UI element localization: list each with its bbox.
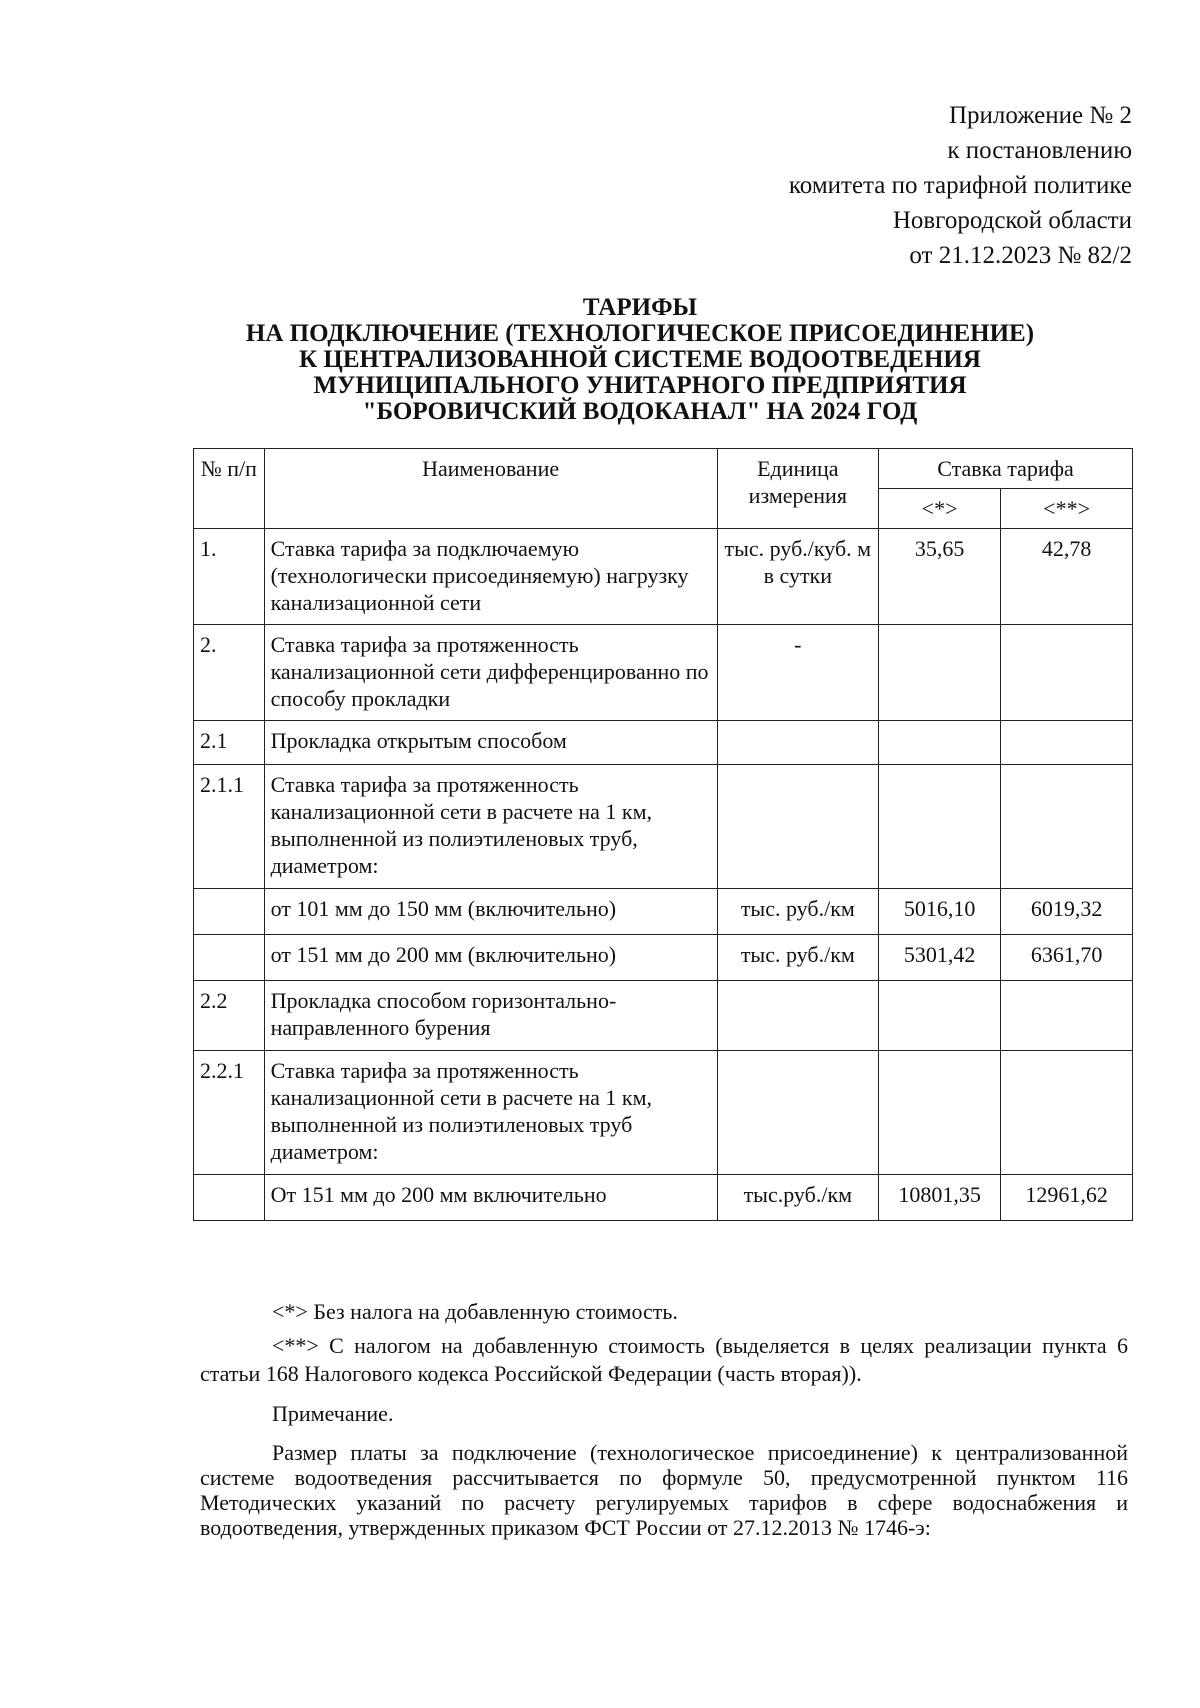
row-num: 2.2.1: [194, 1051, 265, 1175]
row-num: 2.2: [194, 981, 265, 1051]
row-rate-no-vat: 35,65: [879, 529, 1001, 625]
appendix-block: [789, 98, 1132, 273]
header-rate: Ставка тарифа: [879, 449, 1133, 489]
appendix-line-1: Приложение № 2: [948, 102, 1132, 129]
row-num: [194, 889, 265, 935]
header-num: № п/п: [194, 449, 265, 529]
row-num: 2.1.1: [194, 765, 265, 889]
row-num: 2.1: [194, 721, 265, 765]
header-rate-with-vat: <**>: [1001, 489, 1133, 529]
appendix-line-5: от 21.12.2023 № 82/2: [909, 242, 1132, 269]
row-rate-no-vat: 5016,10: [879, 889, 1001, 935]
row-unit: тыс. руб./км: [717, 889, 878, 935]
row-unit: [717, 1051, 878, 1175]
row-unit: -: [717, 625, 878, 721]
row-rate-no-vat: [879, 1051, 1001, 1175]
row-rate-no-vat: [879, 765, 1001, 889]
notes-block: [200, 1298, 1128, 1540]
appendix-line-4: Новгородской области: [892, 207, 1132, 234]
row-name: От 151 мм до 200 мм включительно: [264, 1175, 717, 1221]
row-rate-no-vat: [879, 981, 1001, 1051]
row-rate-with-vat: 6361,70: [1001, 935, 1133, 981]
title-line-1: ТАРИФЫ: [582, 294, 698, 321]
appendix-line-3: комитета по тарифной политике: [788, 172, 1132, 199]
title-line-5: "БОРОВИЧСКИЙ ВОДОКАНАЛ" НА 2024 ГОД: [362, 398, 918, 425]
row-rate-with-vat: 42,78: [1001, 529, 1133, 625]
row-name: Прокладка способом горизонтально-направленного бурения: [264, 981, 717, 1051]
row-name: от 151 мм до 200 мм (включительно): [264, 935, 717, 981]
row-rate-no-vat: [879, 625, 1001, 721]
row-rate-no-vat: 10801,35: [879, 1175, 1001, 1221]
table-row: [194, 721, 1133, 765]
tariffs-table: [193, 448, 1133, 1221]
footnote-with-vat: <**> С налогом на добавленную стоимость (выделяется в целях реализации пункта 6 статьи 168 Налогового кодекса Российской Федерации (часть вторая)).: [200, 1333, 1128, 1386]
row-name: Ставка тарифа за протяженность канализационной сети в расчете на 1 км, выполненной из полиэтиленовых труб диаметром:: [264, 1051, 717, 1175]
row-rate-with-vat: 12961,62: [1001, 1175, 1133, 1221]
appendix-line-2: к постановлению: [947, 137, 1132, 164]
row-name: от 101 мм до 150 мм (включительно): [264, 889, 717, 935]
header-unit: Единица измерения: [717, 449, 878, 529]
note-heading: Примечание.: [272, 1401, 394, 1426]
row-rate-with-vat: [1001, 981, 1133, 1051]
row-unit: тыс. руб./км: [717, 935, 878, 981]
row-name: Прокладка открытым способом: [264, 721, 717, 765]
row-num: 1.: [194, 529, 265, 625]
row-rate-no-vat: [879, 721, 1001, 765]
row-unit: [717, 721, 878, 765]
table-row: [194, 529, 1133, 625]
note-text: Размер платы за подключение (технологическое присоединение) к централизованной системе водоотведения рассчитывается по формуле 50, предусмотренной пунктом 116 Методических указаний по расчету регулируемых тарифов в сфере водоснабжения и водоотведения, утвержденных приказом ФСТ России от 27.12.2013 № 1746-э:: [200, 1440, 1128, 1540]
row-unit: тыс.руб./км: [717, 1175, 878, 1221]
row-rate-with-vat: [1001, 721, 1133, 765]
table-row: [194, 1051, 1133, 1175]
row-name: Ставка тарифа за протяженность канализационной сети в расчете на 1 км, выполненной из полиэтиленовых труб, диаметром:: [264, 765, 717, 889]
row-rate-with-vat: [1001, 625, 1133, 721]
table-row: [194, 1175, 1133, 1221]
document-title: [180, 295, 1100, 425]
row-unit: тыс. руб./куб. м в сутки: [717, 529, 878, 625]
table-row: [194, 981, 1133, 1051]
title-line-2: НА ПОДКЛЮЧЕНИЕ (ТЕХНОЛОГИЧЕСКОЕ ПРИСОЕДИНЕНИЕ): [245, 320, 1035, 347]
row-name: Ставка тарифа за подключаемую (технологически присоединяемую) нагрузку канализационной сети: [264, 529, 717, 625]
row-rate-with-vat: 6019,32: [1001, 889, 1133, 935]
row-rate-with-vat: [1001, 765, 1133, 889]
table-row: [194, 935, 1133, 981]
header-name: Наименование: [264, 449, 717, 529]
table-row: [194, 625, 1133, 721]
row-unit: [717, 765, 878, 889]
table-row: [194, 889, 1133, 935]
row-unit: [717, 981, 878, 1051]
footnote-no-vat: <*> Без налога на добавленную стоимость.: [272, 1299, 678, 1324]
title-line-3: К ЦЕНТРАЛИЗОВАННОЙ СИСТЕМЕ ВОДООТВЕДЕНИЯ: [299, 346, 981, 373]
row-name: Ставка тарифа за протяженность канализационной сети дифференцированно по способу прокладки: [264, 625, 717, 721]
title-line-4: МУНИЦИПАЛЬНОГО УНИТАРНОГО ПРЕДПРИЯТИЯ: [313, 372, 967, 399]
row-num: [194, 1175, 265, 1221]
row-rate-with-vat: [1001, 1051, 1133, 1175]
table-row: [194, 765, 1133, 889]
row-rate-no-vat: 5301,42: [879, 935, 1001, 981]
table-header-row: [194, 449, 1133, 489]
row-num: 2.: [194, 625, 265, 721]
row-num: [194, 935, 265, 981]
header-rate-no-vat: <*>: [879, 489, 1001, 529]
